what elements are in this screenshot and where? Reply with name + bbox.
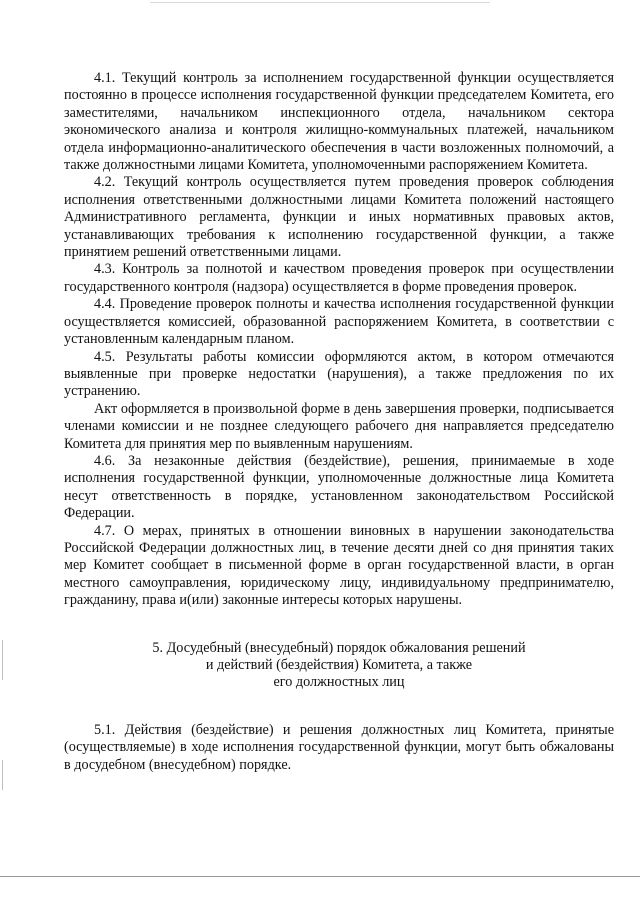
document-page [64, 70, 614, 774]
paragraph-4-1: 4.1. Текущий контроль за исполнением государственной функции осуществляется постоянно в процессе исполнения государственной функции председателем Комитета, его заместителями, начальником инспекционного отдела, начальником сектора экономического анализа и контроля жилищно-коммунальных платежей, начальником отдела информационно-аналитического обеспечения в части возложенных полномочий, а также должностными лицами Комитета, уполномоченными распоряжением Комитета. [64, 70, 614, 174]
paragraph-5-1: 5.1. Действия (бездействие) и решения должностных лиц Комитета, принятые (осуществляемые) в ходе исполнения государственной функции, могут быть обжалованы в досудебном (внесудебном) порядке. [64, 721, 614, 773]
section-5-heading-line: и действий (бездействия) Комитета, а также [205, 657, 473, 673]
paragraph-4-7: 4.7. О мерах, принятых в отношении виновных в нарушении законодательства Российской Федерации должностных лиц, в течение десяти дней со дня принятия таких мер Комитет сообщает в письменной форме в орган государственной власти, в орган местного самоуправления, юридическому лицу, индивидуальному предпринимателю, гражданину, права и(или) законные интересы которых нарушены. [64, 522, 614, 609]
section-5-heading-line: 5. Досудебный (внесудебный) порядок обжалования решений [152, 639, 526, 656]
section-5-heading-line: его должностных лиц [273, 674, 405, 691]
paragraph-4-4: 4.4. Проведение проверок полноты и качества исполнения государственной функции осуществляется комиссией, образованной распоряжением Комитета, в соответствии с установленным календарным планом. [64, 296, 614, 348]
section-5-heading [64, 640, 614, 692]
paragraph-act: Акт оформляется в произвольной форме в день завершения проверки, подписывается членами комиссии и не позднее следующего рабочего дня направляется председателю Комитета для принятия мер по выявленным нарушениям. [64, 400, 614, 452]
paragraph-4-3: 4.3. Контроль за полнотой и качеством проведения проверок при осуществлении государственного контроля (надзора) осуществляется в форме проведения проверок. [64, 261, 614, 295]
scan-top-edge [150, 2, 490, 3]
scan-margin-mark [2, 640, 3, 680]
paragraph-4-2: 4.2. Текущий контроль осуществляется путем проведения проверок соблюдения исполнения ответственными должностными лицами Комитета положений настоящего Административного регламента, функции и иных нормативных правовых актов, устанавливающих требования к исполнению государственной функции, а также принятием решений ответственными лицами. [64, 174, 614, 261]
paragraph-4-6: 4.6. За незаконные действия (бездействие), решения, принимаемые в ходе исполнения государственной функции, уполномоченные должностные лица Комитета несут ответственность в порядке, установленном законодательством Российской Федерации. [64, 452, 614, 522]
scan-bottom-edge [0, 876, 640, 877]
paragraph-4-5: 4.5. Результаты работы комиссии оформляются актом, в котором отмечаются выявленные при проверке недостатки (нарушения), а также предложения по их устранению. [64, 348, 614, 400]
scan-margin-mark [2, 760, 3, 790]
